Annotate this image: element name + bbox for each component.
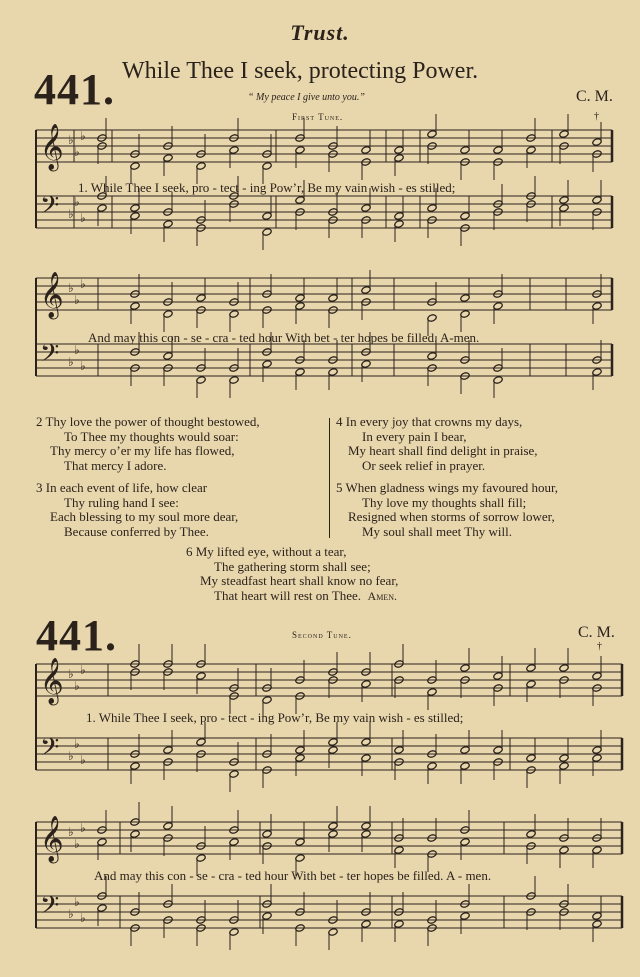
flat-sign: ♭ bbox=[68, 749, 74, 763]
bass-clef: 𝄢 bbox=[40, 339, 60, 374]
flat-sign: ♭ bbox=[68, 207, 74, 221]
meter-label-1: C. M. bbox=[576, 88, 613, 105]
cross-mark-2: † bbox=[597, 641, 602, 652]
flat-sign: ♭ bbox=[80, 211, 86, 225]
flat-sign: ♭ bbox=[74, 293, 80, 307]
flat-sign: ♭ bbox=[74, 895, 80, 909]
lyric-line-3: 1. While Thee I seek, pro - tect - ing Pow’r, Be my vain wish - es stilled; bbox=[86, 710, 464, 725]
verse-divider bbox=[329, 418, 330, 538]
verse-6-amen: Amen. bbox=[367, 588, 397, 603]
verse-6: 6 My lifted eye, without a tear, The gathering storm shall see; My steadfast heart shall know no fear, That heart will rest on Thee. Amen. bbox=[186, 544, 399, 603]
flat-sign: ♭ bbox=[74, 837, 80, 851]
flat-sign: ♭ bbox=[80, 753, 86, 767]
flat-sign: ♭ bbox=[68, 281, 74, 295]
treble-clef: 𝄞 bbox=[40, 272, 64, 318]
cross-mark-1: † bbox=[594, 111, 599, 122]
flat-sign: ♭ bbox=[80, 129, 86, 143]
flat-sign: ♭ bbox=[68, 355, 74, 369]
verse-5: 5 When gladness wings my favoured hour, Thy love my thoughts shall fill; Resigned when storms of sorrow lower, My soul shall meet Thy will. bbox=[336, 480, 559, 539]
hymn-motto: “ My peace I give unto you.” bbox=[248, 92, 365, 103]
verse-2: 2 Thy love the power of thought bestowed, To Thee my thoughts would soar: Thy mercy o’er my life has flowed, That mercy I adore. bbox=[36, 414, 260, 473]
treble-clef: 𝄞 bbox=[40, 816, 64, 862]
flat-sign: ♭ bbox=[80, 663, 86, 677]
meter-label-2: C. M. bbox=[578, 624, 615, 641]
bass-clef: 𝄢 bbox=[40, 891, 60, 926]
section-title: Trust. bbox=[290, 20, 350, 45]
flat-sign: ♭ bbox=[68, 667, 74, 681]
flat-sign: ♭ bbox=[74, 679, 80, 693]
flat-sign: ♭ bbox=[68, 133, 74, 147]
flat-sign: ♭ bbox=[80, 911, 86, 925]
hymn-number-1: 441. bbox=[34, 65, 115, 114]
flat-sign: ♭ bbox=[80, 359, 86, 373]
lyric-line-4: And may this con - se - cra - ted hour With bet - ter hopes be filled. A - men. bbox=[94, 868, 492, 883]
flat-sign: ♭ bbox=[68, 825, 74, 839]
flat-sign: ♭ bbox=[74, 195, 80, 209]
hymn-title: While Thee I seek, protecting Power. bbox=[122, 58, 479, 84]
lyric-line-1: 1. While Thee I seek, pro - tect - ing Pow’r, Be my vain wish - es stilled; bbox=[78, 180, 456, 195]
hymn-number-2: 441. bbox=[36, 611, 117, 660]
verse-4: 4 In every joy that crowns my days, In every pain I bear, My heart shall find delight in praise, Or seek relief in prayer. bbox=[336, 414, 538, 473]
treble-clef: 𝄞 bbox=[40, 124, 64, 170]
bass-clef: 𝄢 bbox=[40, 191, 60, 226]
tune-label-1: First Tune. bbox=[292, 112, 344, 122]
bass-clef: 𝄢 bbox=[40, 733, 60, 768]
lyric-line-2: And may this con - se - cra - ted hour With bet - ter hopes be filled. A-men. bbox=[88, 330, 480, 345]
flat-sign: ♭ bbox=[74, 737, 80, 751]
flat-sign: ♭ bbox=[68, 907, 74, 921]
flat-sign: ♭ bbox=[74, 343, 80, 357]
flat-sign: ♭ bbox=[80, 821, 86, 835]
verse-3: 3 In each event of life, how clear Thy ruling hand I see: Each blessing to my soul more dear, Because conferred by Thee. bbox=[36, 480, 239, 539]
tune-label-2: Second Tune. bbox=[292, 630, 352, 640]
flat-sign: ♭ bbox=[74, 145, 80, 159]
treble-clef: 𝄞 bbox=[40, 658, 64, 704]
flat-sign: ♭ bbox=[80, 277, 86, 291]
